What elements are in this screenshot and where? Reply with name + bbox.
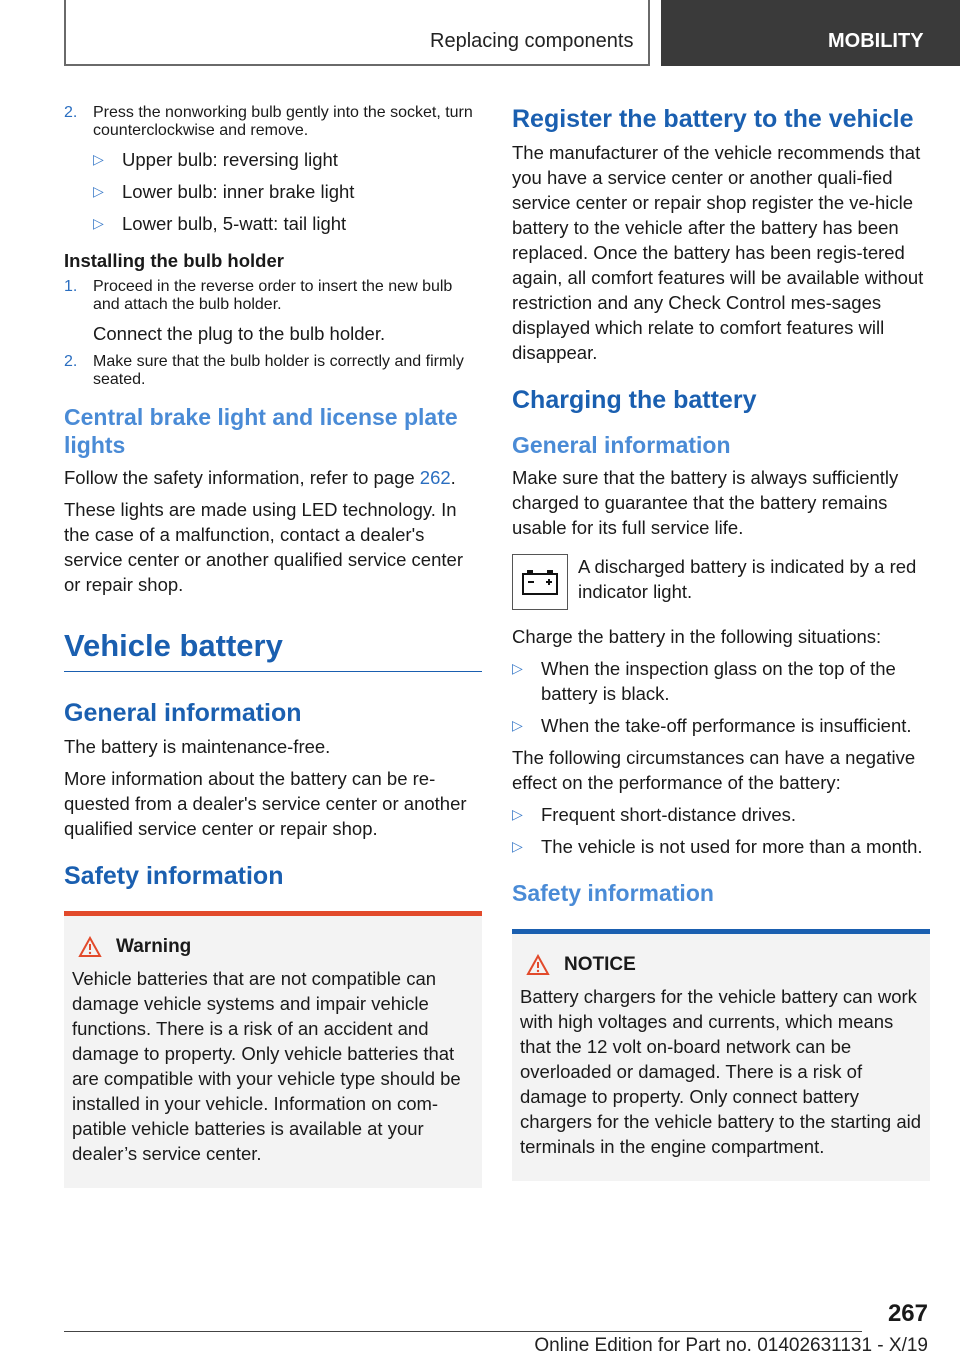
footer-edition: Online Edition for Part no. 01402631131 - X/19	[534, 1335, 928, 1356]
general-text: Make sure that the battery is always sufficiently charged to guarantee that the battery remains usable for its full service life.	[512, 467, 899, 538]
step-2	[64, 104, 482, 140]
right-column	[512, 104, 930, 1181]
charge-intro: Charge the battery in the following situations:	[512, 626, 882, 647]
warning-label: Warning	[116, 936, 192, 957]
list-item: ▷ When the take-off performance is insufficient.	[512, 715, 912, 736]
battery-icon	[512, 554, 568, 610]
register-text: The manufacturer of the vehicle recommends that you have a service center or another quali-fied service center or repair shop register the ve-hicle battery to the vehicle after the battery has been replaced. Once the battery has been regis-tered again, all comfort features will be available without restriction and any Check Control mes-sages displayed which relate to comfort features will disappear.	[512, 142, 924, 363]
general-paragraph-1: The battery is maintenance-free.	[64, 736, 331, 757]
central-paragraph-1: Follow the safety information, refer to page 262.	[64, 467, 456, 488]
notice-box	[512, 929, 930, 1181]
triangle-bullet-icon: ▷	[512, 660, 523, 676]
general-info-title: General information	[512, 432, 731, 458]
page-link[interactable]: 262	[419, 467, 451, 488]
triangle-bullet-icon: ▷	[93, 151, 104, 167]
notice-text: Battery chargers for the vehicle battery can work with high voltages and currents, which means that the 12 volt on-board network can be overloaded or damaged. There is a risk of damage to property. Only connect battery chargers for the vehicle battery to the starting aid terminals in the engine compartment.	[520, 986, 922, 1157]
notice-label: NOTICE	[564, 954, 636, 975]
triangle-bullet-icon: ▷	[512, 717, 523, 733]
charging-title: Charging the battery	[512, 386, 757, 414]
install-step-1-cont: Connect the plug to the bulb holder.	[93, 323, 386, 344]
safety-info-title: Safety information	[512, 880, 714, 906]
header-chapter-title: MOBILITY	[828, 30, 924, 52]
central-paragraph-2: These lights are made using LED technology. In the case of a malfunction, contact a dealer's service center or another qualified service center or repair shop.	[64, 499, 463, 595]
register-title: Register the battery to the vehicle	[512, 105, 914, 133]
step-number: 2.	[64, 104, 78, 121]
install-step-1: 1. Proceed in the reverse order to insert the new bulb and attach the bulb holder.	[64, 278, 453, 313]
list-item: ▷ The vehicle is not used for more than a month.	[512, 836, 923, 857]
list-item: ▷ When the inspection glass on the top of the battery is black.	[512, 658, 896, 704]
triangle-bullet-icon: ▷	[512, 806, 523, 822]
list-item: ▷ Upper bulb: reversing light	[93, 149, 338, 170]
list-item: ▷ Lower bulb, 5-watt: tail light	[93, 213, 347, 234]
safety-info-title: Safety information	[64, 862, 284, 890]
step-text: Press the nonworking bulb gently into the socket, turn counterclockwise and remove.	[93, 104, 473, 139]
triangle-bullet-icon: ▷	[93, 183, 104, 199]
circumstances-list	[512, 802, 930, 859]
left-column	[64, 104, 482, 1188]
bulb-list	[93, 147, 482, 236]
page-number: 267	[887, 1300, 928, 1327]
charge-list	[512, 656, 930, 738]
warning-triangle-icon	[526, 954, 550, 976]
warning-triangle-icon	[78, 936, 102, 958]
warning-text: Vehicle batteries that are not compatible can damage vehicle systems and impair vehicle functions. There is a risk of an accident and damage to property. Only vehicle batteries that are compatible with your vehicle type should be installed in your vehicle. Information on com-patible vehicle batteries is available at your dealer’s service center.	[72, 968, 461, 1164]
indicator-row	[512, 554, 930, 610]
circumstances-intro: The following circumstances can have a negative effect on the performance of the battery:	[512, 747, 916, 793]
warning-box	[64, 911, 482, 1188]
notice-header	[520, 954, 922, 976]
triangle-bullet-icon: ▷	[93, 215, 104, 231]
footer-divider	[64, 1331, 862, 1332]
vehicle-battery-title: Vehicle battery	[64, 627, 482, 672]
indicator-text: A discharged battery is indicated by a red indicator light.	[578, 556, 917, 602]
list-item: ▷ Lower bulb: inner brake light	[93, 181, 355, 202]
list-item: ▷ Frequent short-distance drives.	[512, 804, 797, 825]
installing-title: Installing the bulb holder	[64, 250, 284, 271]
triangle-bullet-icon: ▷	[512, 838, 523, 854]
install-step-2: 2. Make sure that the bulb holder is correctly and firmly seated.	[64, 353, 464, 388]
header-section-title: Replacing components	[430, 30, 634, 52]
central-brake-title: Central brake light and license plate lights	[64, 404, 458, 458]
general-paragraph-2: More information about the battery can be re-quested from a dealer's service center or another qualified service center or repair shop.	[64, 768, 467, 839]
general-info-title: General information	[64, 699, 302, 727]
warning-header	[72, 936, 474, 958]
